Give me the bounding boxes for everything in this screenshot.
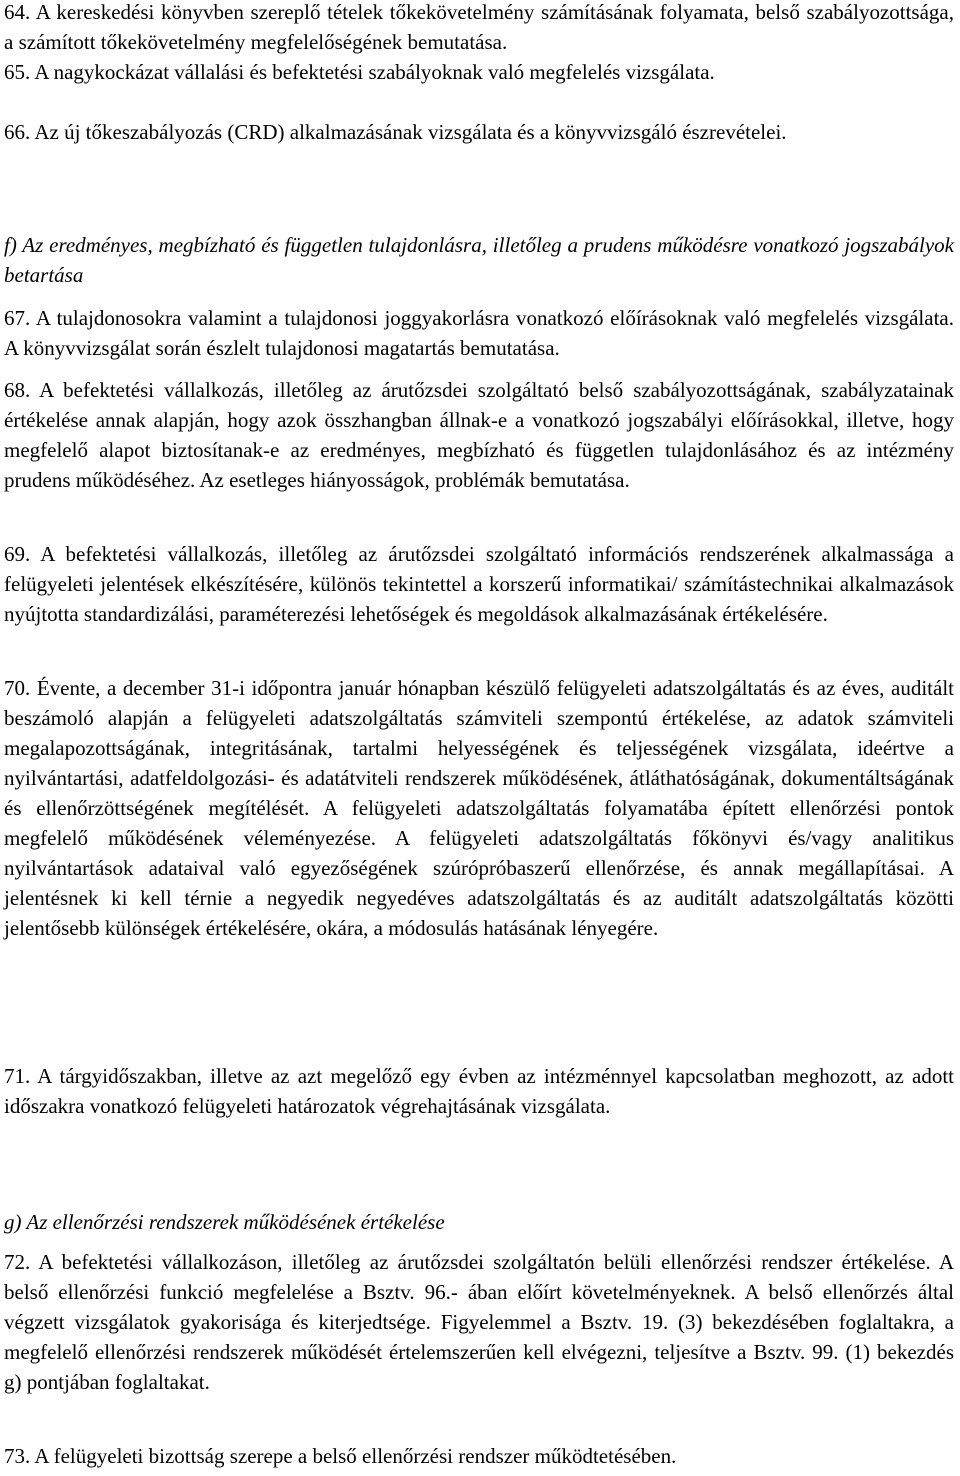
section-heading-g: g) Az ellenőrzési rendszerek működésének értékelése [4, 1210, 445, 1234]
paragraph-72: 72. A befektetési vállalkozáson, illetőleg az árutőzsdei szolgáltatón belüli ellenőrzési rendszer értékelése. A belső ellenőrzési funkció megfelelése a Bsztv. 96.- ában előírt követelményeknek. A belső ellenőrzés által végzett vizsgálatok gyakorisága és kiterjedtsége. Figyelemmel a Bsztv. 19. (3) bekezdésében foglaltakra, a megfelelő ellenőrzési rendszerek működését értelemszerűen kell elvégezni, teljesítve a Bsztv. 99. (1) bekezdés g) pontjában foglaltakat. [4, 1250, 954, 1394]
paragraph-68: 68. A befektetési vállalkozás, illetőleg az árutőzsdei szolgáltató belső szabályozottságának, szabályzatainak értékelése annak alapján, hogy azok összhangban állnak-e a vonatkozó jogszabályi előírásokkal, illetve, hogy megfelelő alapot biztosítanak-e az eredményes, megbízható és független tulajdonlásához és az intézmény prudens működéséhez. Az esetleges hiányosságok, problémák bemutatása. [4, 378, 954, 492]
paragraph-64: 64. A kereskedési könyvben szereplő tételek tőkekövetelmény számításának folyamata, belső szabályozottsága, a számított tőkekövetelmény megfelelőségének bemutatása. [4, 0, 954, 54]
paragraph-67: 67. A tulajdonosokra valamint a tulajdonosi joggyakorlásra vonatkozó előírásoknak való megfelelés vizsgálata. A könyvvizsgálat során észlelt tulajdonosi magatartás bemutatása. [4, 306, 954, 360]
paragraph-65: 65. A nagykockázat vállalási és befektetési szabályoknak való megfelelés vizsgálata. [4, 60, 715, 84]
paragraph-69: 69. A befektetési vállalkozás, illetőleg az árutőzsdei szolgáltató információs rendszerének alkalmassága a felügyeleti jelentések elkészítésére, különös tekintettel a korszerű informatikai/ számítástechnikai alkalmazások nyújtotta standardizálási, paraméterezési lehetőségek és megoldások alkalmazásának értékelésére. [4, 542, 954, 626]
paragraph-66: 66. Az új tőkeszabályozás (CRD) alkalmazásának vizsgálata és a könyvvizsgáló észrevételei. [4, 120, 787, 144]
paragraph-71: 71. A tárgyidőszakban, illetve az azt megelőző egy évben az intézménnyel kapcsolatban meghozott, az adott időszakra vonatkozó felügyeleti határozatok végrehajtásának vizsgálata. [4, 1064, 954, 1118]
section-heading-f: f) Az eredményes, megbízható és független tulajdonlásra, illetőleg a prudens működésre vonatkozó jogszabályok betartása [4, 233, 954, 287]
paragraph-70: 70. Évente, a december 31-i időpontra január hónapban készülő felügyeleti adatszolgáltatás és az éves, auditált beszámoló alapján a felügyeleti adatszolgáltatás számviteli szempontú értékelése, az adatok számviteli megalapozottságának, integritásának, tartalmi helyességének és teljességének vizsgálata, ideértve a nyilvántartási, adatfeldolgozási- és adatátviteli rendszerek működésének, átláthatóságának, dokumentáltságának és ellenőrzöttségének megítélését. A felügyeleti adatszolgáltatás folyamatába épített ellenőrzési pontok megfelelő működésének véleményezése. A felügyeleti adatszolgáltatás főkönyvi és/vagy analitikus nyilvántartások adataival való egyezőségének szúrópróbaszerű ellenőrzése, és annak megállapításai. A jelentésnek ki kell térnie a negyedik negyedéves adatszolgáltatás és az auditált adatszolgáltatás közötti jelentősebb különségek értékelésére, okára, a módosulás hatásának lényegére. [4, 676, 954, 940]
paragraph-73: 73. A felügyeleti bizottság szerepe a belső ellenőrzési rendszer működtetésében. [4, 1444, 677, 1468]
